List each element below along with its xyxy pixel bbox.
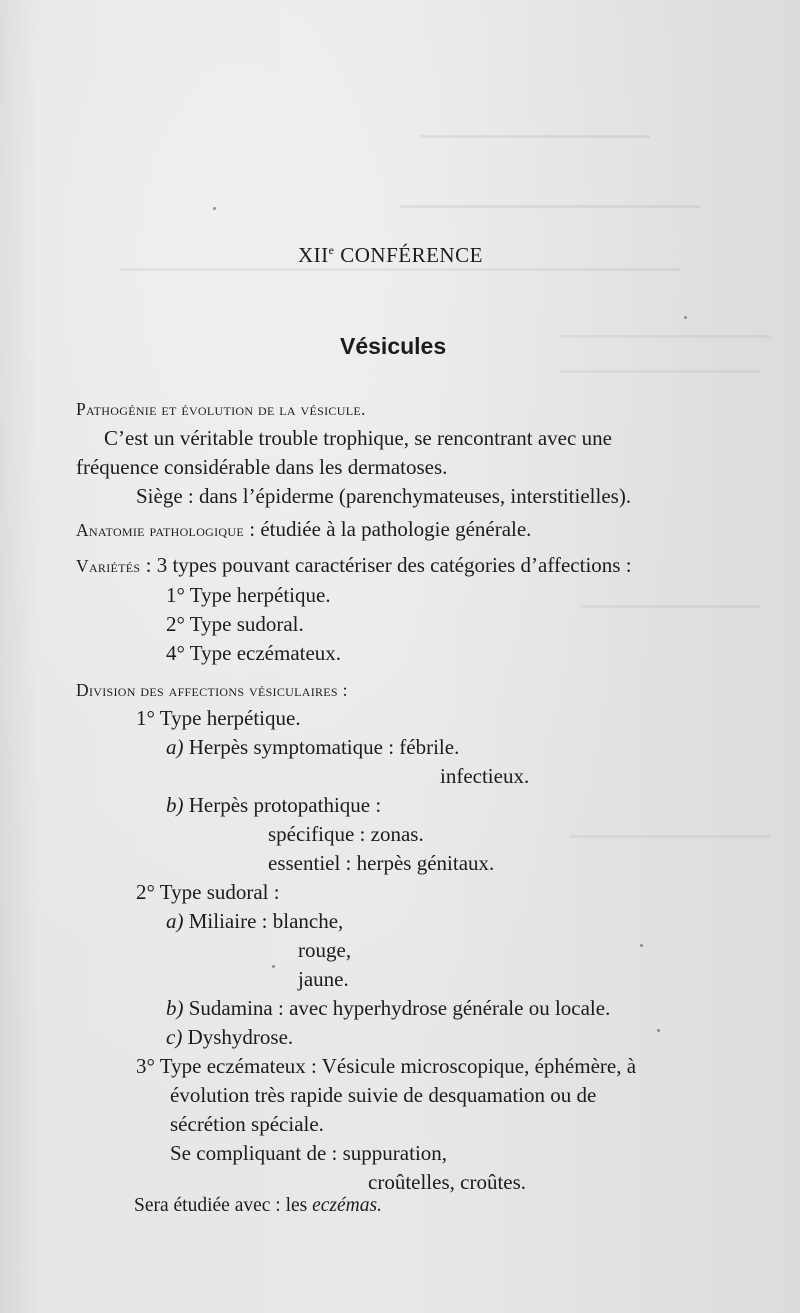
sudoral-c-text: Dyshydrose.: [182, 1025, 294, 1049]
herpetique-b-label: b): [166, 793, 184, 817]
eczemateux-line-1: 3° Type eczémateux : Vésicule microscopique, éphémère, à: [136, 1054, 637, 1078]
pathogenie-heading: Pathogénie et évolution de la vésicule.: [76, 399, 366, 419]
etude-line: [134, 1195, 382, 1217]
herpetique-a-cont: infectieux.: [440, 764, 530, 788]
division-heading: Division des affections vésiculaires :: [76, 680, 348, 700]
eczemateux-line-3: sécrétion spéciale.: [170, 1112, 324, 1136]
sudoral-a-cont-2: jaune.: [298, 967, 349, 991]
etude-emphasis: eczémas.: [312, 1195, 382, 1216]
herpetique-label: 1° Type herpétique.: [136, 706, 301, 730]
pathogenie-line-3: Siège : dans l’épiderme (parenchymateuses, interstitielles).: [136, 484, 632, 508]
variete-item: 2° Type sudoral.: [166, 612, 304, 636]
sudoral-a: [166, 909, 343, 934]
variete-item: 4° Type eczémateux.: [166, 641, 342, 665]
herpetique-a: [166, 735, 459, 760]
variete-item: 1° Type herpétique.: [166, 583, 331, 607]
chapter-number: XII: [298, 243, 329, 267]
chapter-word: CONFÉRENCE: [340, 243, 483, 267]
sudoral-c: [166, 1025, 293, 1050]
sudoral-c-label: c): [166, 1025, 183, 1049]
sudoral-b: [166, 996, 610, 1021]
herpetique-b-cont-2: essentiel : herpès génitaux.: [268, 851, 495, 875]
varietes-paragraph: [76, 553, 632, 578]
page-title: Vésicules: [340, 333, 447, 359]
varietes-heading: Variétés: [76, 556, 141, 576]
eczemateux-line-5: croûtelles, croûtes.: [368, 1170, 527, 1194]
herpetique-b-cont-1: spécifique : zonas.: [268, 822, 424, 846]
anatomie-heading: Anatomie pathologique: [76, 520, 244, 540]
anatomie-text: : étudiée à la pathologie générale.: [243, 517, 532, 541]
sudoral-b-text: Sudamina : avec hyperhydrose générale ou locale.: [183, 996, 611, 1020]
herpetique-b: [166, 793, 381, 818]
chapter-number-suffix: e: [328, 243, 335, 257]
anatomie-paragraph: [76, 517, 531, 542]
sudoral-a-text: Miliaire : blanche,: [183, 909, 344, 933]
pathogenie-line-2: fréquence considérable dans les dermatoses.: [76, 455, 448, 479]
sudoral-a-cont-1: rouge,: [298, 938, 352, 962]
varietes-text: : 3 types pouvant caractériser des catégories d’affections :: [140, 553, 632, 577]
herpetique-b-text: Herpès protopathique :: [183, 793, 382, 817]
herpetique-a-label: a): [166, 735, 184, 759]
sudoral-b-label: b): [166, 996, 184, 1020]
eczemateux-line-4: Se compliquant de : suppuration,: [170, 1141, 448, 1165]
eczemateux-line-2: évolution très rapide suivie de desquamation ou de: [170, 1083, 597, 1107]
chapter-heading: [298, 243, 483, 268]
pathogenie-line-1: C’est un véritable trouble trophique, se rencontrant avec une: [104, 426, 612, 450]
sudoral-a-label: a): [166, 909, 184, 933]
herpetique-a-text: Herpès symptomatique : fébrile.: [183, 735, 460, 759]
etude-prefix: Sera étudiée avec : les: [134, 1195, 313, 1216]
sudoral-label: 2° Type sudoral :: [136, 880, 280, 904]
